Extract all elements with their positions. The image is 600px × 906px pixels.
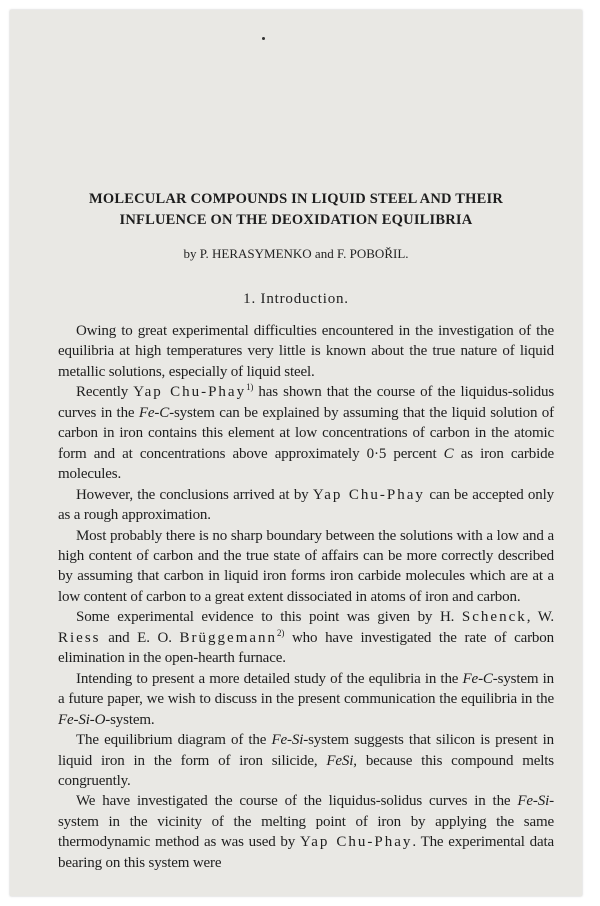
section-heading: 1. Introduction. <box>243 291 349 307</box>
title-line-1: MOLECULAR COMPOUNDS IN LIQUID STEEL AND THEIR <box>89 191 503 207</box>
paragraph-1: Owing to great experimental difficulties encountered in the investigation of the equilibria at high temperatures very little is known about the true nature of liquid metallic solutions, especially of liquid steel. <box>58 323 554 380</box>
author-name: Riess <box>58 629 101 646</box>
footnote-ref: 1) <box>246 382 254 393</box>
author-name: Yap Chu-Phay <box>312 486 425 503</box>
author-line: by P. HERASYMENKO and F. POBOŘIL. <box>183 246 409 261</box>
body-text <box>58 321 554 873</box>
author-name: Yap Chu-Phay <box>133 384 247 401</box>
paragraph-6: Intending to present a more detailed study of the equlibria in the Fe-C-system in a future paper, we wish to discuss in the present communication the equilibria in the Fe-Si-O-system. <box>58 670 554 728</box>
ink-speck <box>262 37 265 40</box>
paragraph-7: The equilibrium diagram of the Fe-Si-system suggests that silicon is present in liquid iron in the form of iron silicide, FeSi, because this compound melts congruently. <box>58 732 554 789</box>
paper-page <box>10 10 582 896</box>
paragraph-2: Recently Yap Chu-Phay$^{1)}$ has shown that the course of the liquidus-solidus curves in the Fe-C-system can be explained by assuming that the liquid solution of carbon in iron contains this element at low concentrations of carbon in the atomic form and at concentrations above approximately 0·5 percent C as iron carbide molecules. <box>58 382 555 483</box>
author-name: Yap Chu-Phay <box>299 834 413 851</box>
author-name: Brüggemann <box>179 629 278 646</box>
paragraph-4: Most probably there is no sharp boundary between the solutions with a low and a high content of carbon and the true state of affairs can be more correctly described by assuming that carbon in liquid iron forms iron carbide molecules which are at a low content of carbon to a great extent dissociated in atoms of iron and carbon. <box>58 527 554 605</box>
author-name: Schenck <box>461 609 527 626</box>
paragraph-8: We have investigated the course of the liquidus-solidus curves in the Fe-Si-system in the vicinity of the melting point of iron by applying the same thermodynamic method as was used by Yap Chu-Phay. The experimental data bearing on this system were <box>58 793 554 871</box>
paragraph-5: Some experimental evidence to this point was given by H. Schenck, W. Riess and E. O. Brüggemann$^{2)}$ who have investigated the rate of carbon elimination in the open-hearth furnace. <box>58 609 554 667</box>
paragraph-3: However, the conclusions arrived at by Yap Chu-Phay can be accepted only as a rough approximation. <box>58 486 554 524</box>
paper-title <box>40 189 552 231</box>
footnote-ref: 2) <box>277 627 285 638</box>
title-line-2: INFLUENCE ON THE DEOXIDATION EQUILIBRIA <box>119 212 473 228</box>
